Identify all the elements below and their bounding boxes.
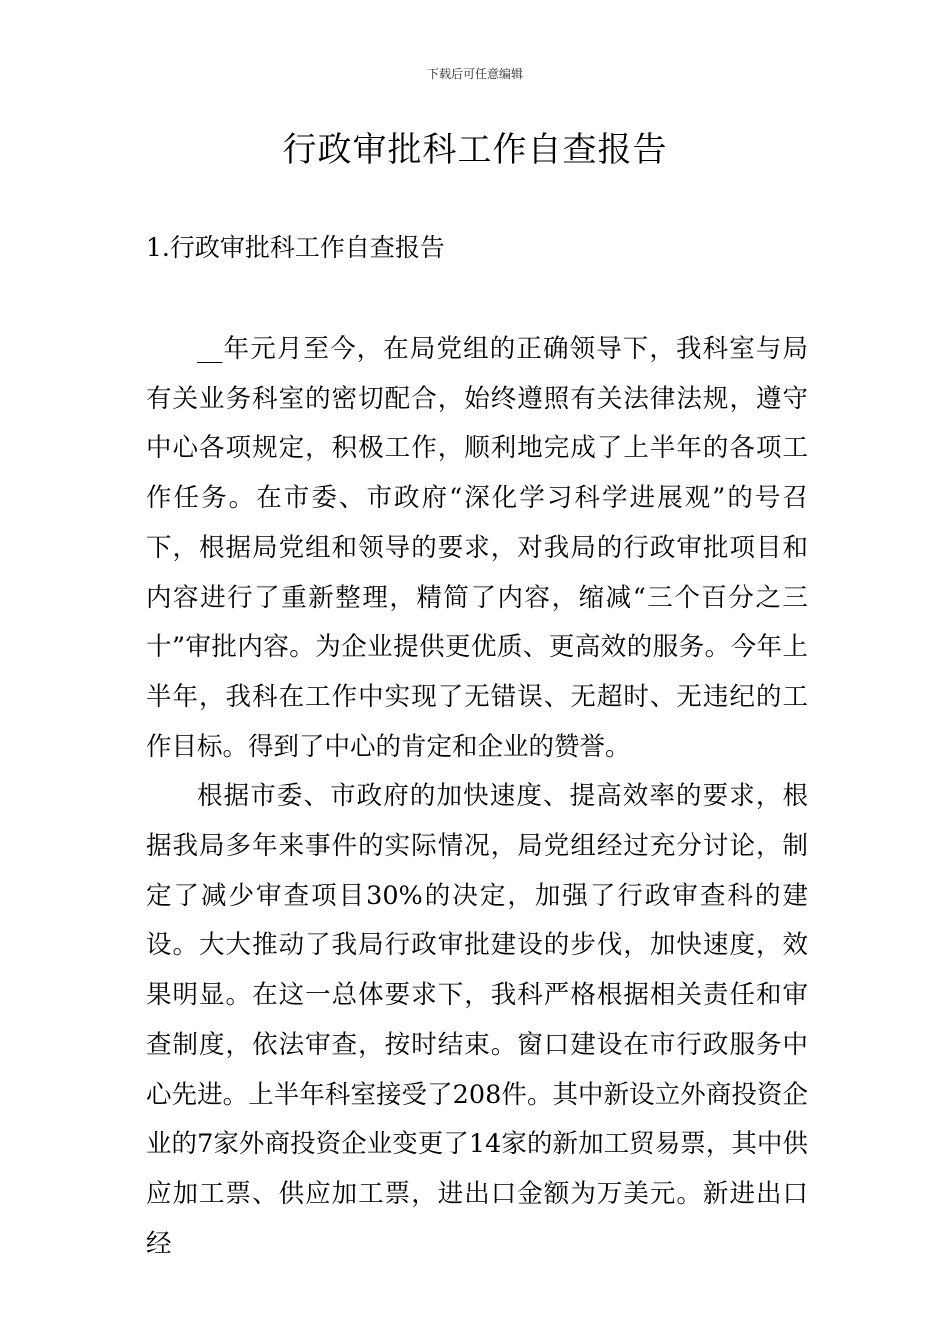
paragraph: __年元月至今，在局党组的正确领导下，我科室与局有关业务科室的密切配合，始终遵照有关法律法规，遵守中心各项规定，积极工作，顺利地完成了上半年的各项工作任务。在市委、市政府“深化学习科学进展观”的号召下，根据局党组和领导的要求，对我局的行政审批项目和内容进行了重新整理，精简了内容，缩减“三个百分之三十”审批内容。为企业提供更优质、更高效的服务。今年上半年，我科在工作中实现了无错误、无超时、无违纪的工作目标。得到了中心的肯定和企业的赞誉。 <box>146 334 808 762</box>
section-heading: 1.行政审批科工作自查报告 <box>146 233 445 262</box>
header-note: 下载后可任意编辑 <box>426 67 523 81</box>
paragraph: 根据市委、市政府的加快速度、提高效率的要求，根据我局多年来事件的实际情况，局党组经过充分讨论，制定了减少审查项目30%的决定，加强了行政审查科的建设。大大推动了我局行政审批建设的步伐，加快速度，效果明显。在这一总体要求下，我科严格根据相关责任和审查制度，依法审查，按时结束。窗口建设在市行政服务中心先进。上半年科室接受了208件。其中新设立外商投资企业的7家外商投资企业变更了14家的新加工贸易票，其中供应加工票、供应加工票，进出口金额为万美元。新进出口经 <box>146 781 808 1259</box>
page-title: 行政审批科工作自查报告 <box>282 130 668 170</box>
document-body <box>146 325 808 1269</box>
